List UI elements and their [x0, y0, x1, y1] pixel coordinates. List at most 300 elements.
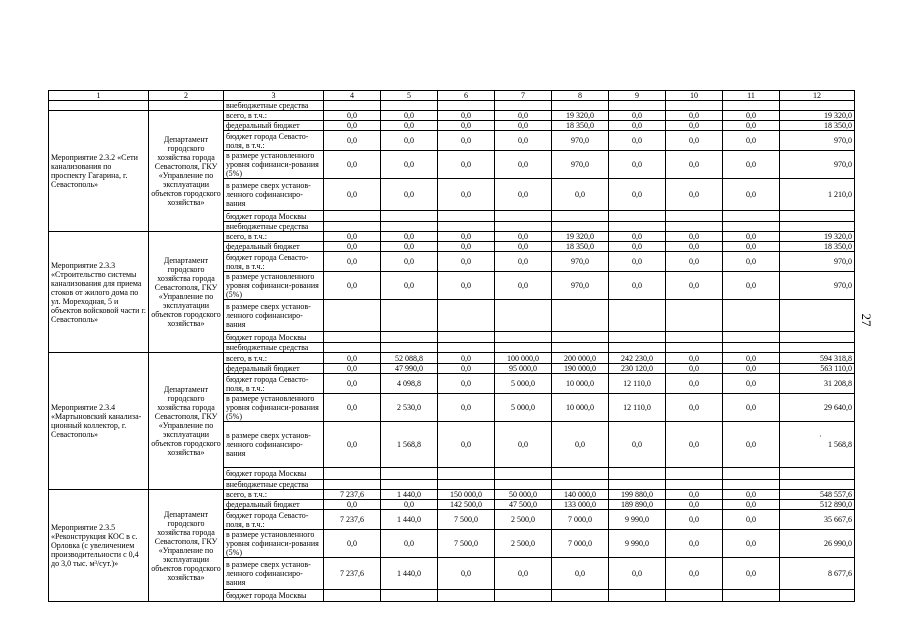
header-cell-2: 2 — [149, 91, 224, 101]
value-cell: 2 500,0 — [495, 510, 552, 530]
row-label: федеральный бюджет — [224, 500, 324, 510]
responsible-dept: Департамент городского хозяйства города Севастополя, ГКУ «Управление по эксплуатации объектов городского хозяйства» — [149, 353, 224, 490]
value-cell: 0,0 — [723, 272, 780, 300]
measure-name: Мероприятие 2.3.5 «Реконструкция КОС в с. Орловка (с увеличением производительности с 0,4 до 3,0 тыс. м³/сут.)» — [49, 490, 149, 602]
value-cell: 2 530,0 — [381, 394, 438, 422]
measure-name: Мероприятие 2.3.4 «Мартыновский канализа-ционный коллектор, г. Севастополь» — [49, 353, 149, 490]
value-cell: 0,0 — [324, 272, 381, 300]
value-cell: 0,0 — [723, 558, 780, 590]
value-cell: 7 000,0 — [552, 530, 609, 558]
value-cell: 970,0 — [780, 151, 855, 179]
row-label: всего, в т.ч.: — [224, 490, 324, 500]
value-cell: 47 990,0 — [381, 364, 438, 374]
measure-name: Мероприятие 2.3.3 «Строительство системы канализования для приема стоков от жилого дома по ул. Мореходная, 5 и объектов войсковой части г. Севастополь» — [49, 232, 149, 353]
value-cell: 1 568,8 — [381, 422, 438, 468]
value-cell: 242 230,0 — [609, 353, 666, 364]
value-cell — [438, 300, 495, 332]
row-label: бюджет города Москвы — [224, 332, 324, 343]
value-cell — [381, 590, 438, 602]
row-label: бюджет города Севасто-поля, в т.ч.: — [224, 374, 324, 394]
value-cell: 0,0 — [666, 394, 723, 422]
value-cell: 18 350,0 — [552, 242, 609, 252]
header-row — [49, 91, 855, 101]
value-cell: 548 557,6 — [780, 490, 855, 500]
value-cell: 0,0 — [324, 500, 381, 510]
value-cell — [609, 468, 666, 480]
header-cell-11: 11 — [723, 91, 780, 101]
value-cell — [666, 468, 723, 480]
value-cell: 0,0 — [495, 252, 552, 272]
value-cell: 142 500,0 — [438, 500, 495, 510]
value-cell: 0,0 — [324, 394, 381, 422]
value-cell: 189 890,0 — [609, 500, 666, 510]
value-cell: 0,0 — [666, 374, 723, 394]
row-label: всего, в т.ч.: — [224, 111, 324, 121]
value-cell: 10 000,0 — [552, 394, 609, 422]
value-cell: 190 000,0 — [552, 364, 609, 374]
value-cell — [552, 332, 609, 343]
value-cell: 31 208,8 — [780, 374, 855, 394]
value-cell: 0,0 — [324, 111, 381, 121]
row-label: в размере сверх установ-ленного софинансиро-вания — [224, 558, 324, 590]
value-cell: 9 990,0 — [609, 510, 666, 530]
value-cell — [438, 590, 495, 602]
value-cell: 0,0 — [324, 353, 381, 364]
value-cell — [495, 300, 552, 332]
value-cell: 0,0 — [495, 131, 552, 151]
value-cell — [723, 300, 780, 332]
value-cell — [666, 480, 723, 490]
value-cell: 0,0 — [438, 353, 495, 364]
value-cell — [609, 590, 666, 602]
row-label: федеральный бюджет — [224, 364, 324, 374]
row-label: внебюджетные средства — [224, 480, 324, 490]
value-cell: 0,0 — [666, 179, 723, 211]
value-cell — [381, 300, 438, 332]
value-cell — [666, 211, 723, 222]
value-cell: 0,0 — [438, 374, 495, 394]
value-cell: 0,0 — [381, 151, 438, 179]
header-cell-4: 4 — [324, 91, 381, 101]
value-cell: 970,0 — [780, 252, 855, 272]
value-cell — [609, 480, 666, 490]
value-cell — [381, 468, 438, 480]
value-cell: 26 990,0 — [780, 530, 855, 558]
value-cell: 95 000,0 — [495, 364, 552, 374]
value-cell: 0,0 — [609, 151, 666, 179]
value-cell — [324, 211, 381, 222]
value-cell — [609, 222, 666, 232]
value-cell: 12 110,0 — [609, 394, 666, 422]
value-cell: 0,0 — [723, 353, 780, 364]
value-cell: 0,0 — [381, 179, 438, 211]
value-cell — [609, 211, 666, 222]
stray-mark: · — [819, 432, 822, 441]
value-cell — [381, 211, 438, 222]
value-cell — [324, 343, 381, 353]
value-cell — [780, 300, 855, 332]
value-cell — [723, 468, 780, 480]
value-cell: 0,0 — [666, 242, 723, 252]
page-number: 27 — [859, 313, 874, 327]
value-cell: 0,0 — [438, 364, 495, 374]
value-cell: 0,0 — [723, 242, 780, 252]
value-cell: 0,0 — [609, 252, 666, 272]
value-cell — [552, 300, 609, 332]
value-cell: 594 318,8 — [780, 353, 855, 364]
value-cell: 0,0 — [495, 121, 552, 131]
header-cell-10: 10 — [666, 91, 723, 101]
value-cell — [381, 480, 438, 490]
value-cell — [381, 343, 438, 353]
value-cell: 47 500,0 — [495, 500, 552, 510]
value-cell — [438, 211, 495, 222]
value-cell: 1 568,8 — [780, 422, 855, 468]
header-cell-1: 1 — [49, 91, 149, 101]
value-cell — [780, 343, 855, 353]
value-cell: 970,0 — [552, 151, 609, 179]
value-cell: 0,0 — [723, 530, 780, 558]
value-cell: 0,0 — [438, 121, 495, 131]
value-cell: 133 000,0 — [552, 500, 609, 510]
value-cell — [723, 343, 780, 353]
budget-table — [48, 90, 855, 602]
value-cell — [495, 332, 552, 343]
value-cell — [666, 332, 723, 343]
header-cell-7: 7 — [495, 91, 552, 101]
value-cell: 0,0 — [666, 121, 723, 131]
value-cell: 9 990,0 — [609, 530, 666, 558]
value-cell: 0,0 — [666, 422, 723, 468]
value-cell: 970,0 — [780, 272, 855, 300]
value-cell: 29 640,0 — [780, 394, 855, 422]
value-cell: 100 000,0 — [495, 353, 552, 364]
value-cell: 19 320,0 — [552, 232, 609, 242]
value-cell — [609, 343, 666, 353]
value-cell — [723, 222, 780, 232]
row-label: внебюджетные средства — [224, 343, 324, 353]
row-label: федеральный бюджет — [224, 121, 324, 131]
value-cell: 18 350,0 — [780, 242, 855, 252]
value-cell: 0,0 — [552, 558, 609, 590]
value-cell: 0,0 — [723, 121, 780, 131]
value-cell: 0,0 — [438, 272, 495, 300]
value-cell: 4 098,8 — [381, 374, 438, 394]
value-cell: 140 000,0 — [552, 490, 609, 500]
value-cell: 0,0 — [438, 558, 495, 590]
value-cell — [324, 222, 381, 232]
value-cell: 0,0 — [609, 422, 666, 468]
table-row — [49, 232, 855, 242]
value-cell: 0,0 — [723, 490, 780, 500]
table-row — [49, 353, 855, 364]
value-cell: 0,0 — [666, 232, 723, 242]
value-cell: 18 350,0 — [552, 121, 609, 131]
value-cell: 0,0 — [438, 111, 495, 121]
value-cell — [780, 468, 855, 480]
value-cell: 0,0 — [381, 242, 438, 252]
value-cell: 0,0 — [723, 500, 780, 510]
value-cell — [666, 222, 723, 232]
value-cell: 0,0 — [438, 179, 495, 211]
value-cell — [495, 468, 552, 480]
value-cell: 230 120,0 — [609, 364, 666, 374]
value-cell: 0,0 — [609, 179, 666, 211]
value-cell — [780, 332, 855, 343]
value-cell — [609, 300, 666, 332]
value-cell: 0,0 — [723, 151, 780, 179]
value-cell: 35 667,6 — [780, 510, 855, 530]
value-cell: 0,0 — [666, 151, 723, 179]
value-cell: 2 500,0 — [495, 530, 552, 558]
value-cell: 0,0 — [723, 364, 780, 374]
value-cell — [324, 332, 381, 343]
value-cell: 0,0 — [324, 374, 381, 394]
value-cell: 0,0 — [723, 179, 780, 211]
value-cell: 0,0 — [666, 131, 723, 151]
value-cell — [438, 343, 495, 353]
value-cell: 970,0 — [552, 252, 609, 272]
value-cell: 7 237,6 — [324, 490, 381, 500]
row-label: бюджет города Севасто-поля, в т.ч.: — [224, 510, 324, 530]
value-cell: 0,0 — [666, 500, 723, 510]
value-cell: 50 000,0 — [495, 490, 552, 500]
value-cell: 0,0 — [324, 131, 381, 151]
value-cell — [381, 222, 438, 232]
value-cell — [438, 468, 495, 480]
value-cell: 0,0 — [381, 232, 438, 242]
value-cell: 0,0 — [381, 500, 438, 510]
value-cell: 0,0 — [609, 272, 666, 300]
header-cell-5: 5 — [381, 91, 438, 101]
responsible-dept: Департамент городского хозяйства города Севастополя, ГКУ «Управление по эксплуатации объектов городского хозяйства» — [149, 232, 224, 353]
value-cell — [495, 222, 552, 232]
value-cell: 0,0 — [438, 242, 495, 252]
value-cell: 18 350,0 — [780, 121, 855, 131]
row-label: внебюджетные средства — [224, 222, 324, 232]
value-cell: 0,0 — [438, 394, 495, 422]
value-cell — [666, 300, 723, 332]
value-cell: 7 237,6 — [324, 510, 381, 530]
value-cell — [552, 343, 609, 353]
value-cell: 199 880,0 — [609, 490, 666, 500]
row-label: в размере установленного уровня софинанси-рования (5%) — [224, 530, 324, 558]
value-cell — [666, 590, 723, 602]
value-cell: 970,0 — [552, 272, 609, 300]
value-cell: 19 320,0 — [552, 111, 609, 121]
value-cell: 0,0 — [324, 121, 381, 131]
value-cell: 0,0 — [666, 111, 723, 121]
value-cell: 0,0 — [609, 131, 666, 151]
value-cell: 0,0 — [723, 111, 780, 121]
value-cell: 0,0 — [381, 252, 438, 272]
value-cell — [552, 480, 609, 490]
value-cell: 200 000,0 — [552, 353, 609, 364]
value-cell: 1 210,0 — [780, 179, 855, 211]
header-cell-12: 12 — [780, 91, 855, 101]
row-label: всего, в т.ч.: — [224, 353, 324, 364]
value-cell: 7 000,0 — [552, 510, 609, 530]
value-cell — [324, 590, 381, 602]
value-cell — [495, 343, 552, 353]
value-cell: 0,0 — [666, 558, 723, 590]
header-cell-6: 6 — [438, 91, 495, 101]
value-cell: 12 110,0 — [609, 374, 666, 394]
value-cell — [723, 211, 780, 222]
row-label: в размере установленного уровня софинанси-рования (5%) — [224, 394, 324, 422]
value-cell — [324, 468, 381, 480]
value-cell: 0,0 — [723, 232, 780, 242]
value-cell: 1 440,0 — [381, 490, 438, 500]
value-cell: 19 320,0 — [780, 111, 855, 121]
value-cell: 1 440,0 — [381, 510, 438, 530]
value-cell: 0,0 — [495, 179, 552, 211]
value-cell — [723, 480, 780, 490]
value-cell — [552, 222, 609, 232]
header-cell-8: 8 — [552, 91, 609, 101]
responsible-dept: Департамент городского хозяйства города Севастополя, ГКУ «Управление по эксплуатации объектов городского хозяйства» — [149, 111, 224, 232]
value-cell: 0,0 — [324, 242, 381, 252]
value-cell — [438, 222, 495, 232]
row-label: в размере установленного уровня софинанси-рования (5%) — [224, 272, 324, 300]
value-cell: 150 000,0 — [438, 490, 495, 500]
value-cell — [381, 332, 438, 343]
value-cell — [780, 590, 855, 602]
value-cell: 0,0 — [723, 394, 780, 422]
value-cell — [666, 343, 723, 353]
row-label: бюджет города Москвы — [224, 211, 324, 222]
value-cell: 0,0 — [495, 111, 552, 121]
row-label: в размере установленного уровня софинанси-рования (5%) — [224, 151, 324, 179]
header-cell-3: 3 — [224, 91, 324, 101]
row-label: бюджет города Севасто-поля, в т.ч.: — [224, 252, 324, 272]
value-cell — [552, 590, 609, 602]
header-cell-9: 9 — [609, 91, 666, 101]
value-cell: 19 320,0 — [780, 232, 855, 242]
value-cell: 0,0 — [381, 121, 438, 131]
responsible-dept: Департамент городского хозяйства города Севастополя, ГКУ «Управление по эксплуатации объектов городского хозяйства» — [149, 490, 224, 602]
value-cell: 0,0 — [324, 232, 381, 242]
value-cell: 0,0 — [609, 111, 666, 121]
value-cell — [780, 211, 855, 222]
value-cell — [609, 332, 666, 343]
value-cell: 5 000,0 — [495, 394, 552, 422]
value-cell: 0,0 — [438, 422, 495, 468]
value-cell — [552, 468, 609, 480]
value-cell: 0,0 — [381, 530, 438, 558]
value-cell: 10 000,0 — [552, 374, 609, 394]
value-cell — [324, 300, 381, 332]
value-cell — [495, 211, 552, 222]
row-label: федеральный бюджет — [224, 242, 324, 252]
row-label: внебюджетные средства — [224, 101, 324, 111]
value-cell: 512 890,0 — [780, 500, 855, 510]
value-cell: 0,0 — [324, 422, 381, 468]
value-cell: 8 677,6 — [780, 558, 855, 590]
value-cell — [723, 332, 780, 343]
value-cell: 0,0 — [381, 131, 438, 151]
value-cell: 0,0 — [324, 252, 381, 272]
value-cell — [324, 480, 381, 490]
value-cell: 7 500,0 — [438, 530, 495, 558]
value-cell: 0,0 — [552, 179, 609, 211]
value-cell: 0,0 — [666, 272, 723, 300]
value-cell: 0,0 — [666, 252, 723, 272]
value-cell: 7 500,0 — [438, 510, 495, 530]
value-cell: 0,0 — [609, 242, 666, 252]
value-cell: 1 440,0 — [381, 558, 438, 590]
value-cell: 0,0 — [438, 151, 495, 179]
value-cell: 970,0 — [780, 131, 855, 151]
value-cell: 5 000,0 — [495, 374, 552, 394]
value-cell — [438, 480, 495, 490]
value-cell: 0,0 — [666, 530, 723, 558]
value-cell: 0,0 — [438, 252, 495, 272]
value-cell: 0,0 — [438, 131, 495, 151]
value-cell: 970,0 — [552, 131, 609, 151]
value-cell: 0,0 — [723, 422, 780, 468]
value-cell: 0,0 — [609, 558, 666, 590]
row-label: бюджет города Севасто-поля, в т.ч.: — [224, 131, 324, 151]
value-cell: 0,0 — [495, 422, 552, 468]
value-cell: 0,0 — [666, 490, 723, 500]
value-cell — [552, 211, 609, 222]
value-cell: 0,0 — [324, 179, 381, 211]
value-cell: 0,0 — [552, 422, 609, 468]
value-cell: 0,0 — [495, 151, 552, 179]
value-cell — [438, 332, 495, 343]
row-label: в размере сверх установ-ленного софинансиро-вания — [224, 422, 324, 468]
row-label: бюджет города Москвы — [224, 590, 324, 602]
value-cell: 0,0 — [666, 353, 723, 364]
value-cell: 0,0 — [324, 530, 381, 558]
value-cell: 0,0 — [723, 510, 780, 530]
value-cell: 0,0 — [324, 151, 381, 179]
value-cell — [780, 480, 855, 490]
measure-name: Мероприятие 2.3.2 «Сети канализования по проспекту Гагарина, г. Севастополь» — [49, 111, 149, 232]
value-cell: 0,0 — [495, 242, 552, 252]
value-cell: 0,0 — [381, 272, 438, 300]
value-cell: 0,0 — [666, 364, 723, 374]
value-cell: 0,0 — [609, 121, 666, 131]
value-cell: 0,0 — [495, 558, 552, 590]
value-cell: 7 237,6 — [324, 558, 381, 590]
value-cell: 0,0 — [723, 131, 780, 151]
row-label: бюджет города Москвы — [224, 468, 324, 480]
value-cell: 0,0 — [723, 252, 780, 272]
value-cell: 0,0 — [438, 232, 495, 242]
value-cell — [780, 222, 855, 232]
table-row — [49, 101, 855, 111]
value-cell — [723, 590, 780, 602]
value-cell: 0,0 — [495, 232, 552, 242]
value-cell — [495, 590, 552, 602]
row-label: всего, в т.ч.: — [224, 232, 324, 242]
table-row — [49, 111, 855, 121]
value-cell: 52 088,8 — [381, 353, 438, 364]
value-cell: 563 110,0 — [780, 364, 855, 374]
value-cell: 0,0 — [324, 364, 381, 374]
value-cell: 0,0 — [666, 510, 723, 530]
table-row — [49, 490, 855, 500]
value-cell: 0,0 — [609, 232, 666, 242]
row-label: в размере сверх установ-ленного софинансиро-вания — [224, 300, 324, 332]
value-cell — [495, 480, 552, 490]
value-cell: 0,0 — [723, 374, 780, 394]
row-label: в размере сверх установ-ленного софинансиро-вания — [224, 179, 324, 211]
value-cell: 0,0 — [495, 272, 552, 300]
value-cell: 0,0 — [381, 111, 438, 121]
